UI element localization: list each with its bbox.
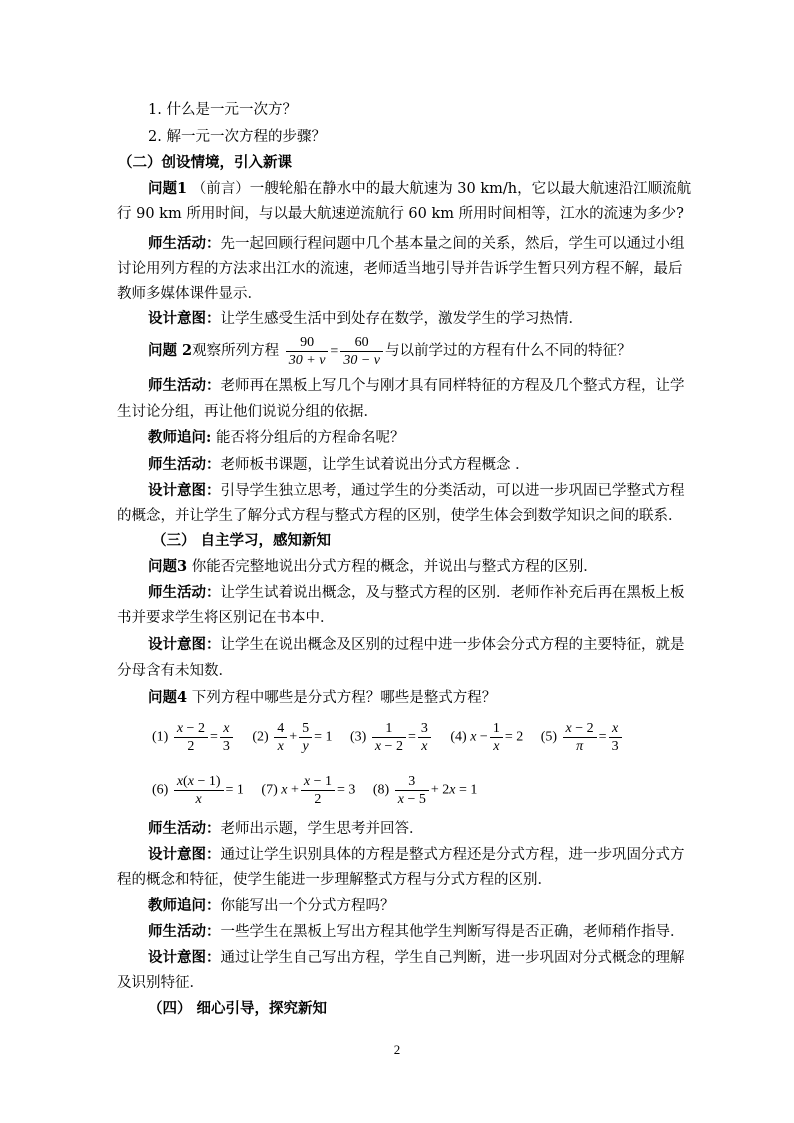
activity-4-line-1: 师生活动：让学生试着说出概念，及与整式方程的区别．老师作补充后再在黑板上板 [148, 584, 685, 601]
design-intent-5-line-2: 及识别特征． [117, 975, 204, 991]
section-2-heading: （二）创设情境，引入新课 [118, 154, 292, 171]
design-intent-5-line-1: 设计意图：通过让学生自己写出方程，学生自己判断，进一步巩固对分式概念的理解 [148, 949, 685, 966]
problem-3: 问题3 你能否完整地说出分式方程的概念，并说出与整式方程的区别． [148, 558, 598, 575]
equation-8: (8) $\frac{3}{x - 5}$ + 2x = 1 [372, 774, 478, 807]
equation-row-2 [152, 773, 491, 808]
problem-2: 问题 2观察所列方程 $\frac{90}{30 + v}$ = $\frac{60}{30 - v}$ 与以前学过的方程有什么不同的特征？ [148, 334, 632, 368]
section-4-heading: （四） 细心引导，探究新知 [148, 1000, 328, 1017]
design-intent-3-line-1: 设计意图：让学生在说出概念及区别的过程中进一步体会分式方程的主要特征，就是 [148, 636, 685, 653]
page-number: 2 [393, 1042, 401, 1057]
design-intent-3-line-2: 分母含有未知数． [117, 663, 233, 679]
activity-2-line-2: 生讨论分组，再让他们说说分组的依据． [117, 404, 378, 420]
problem-4: 问题4 下列方程中哪些是分式方程？哪些是整式方程？ [148, 689, 497, 706]
equation-4: (4) x − $\frac{1}{x}$ = 2 [450, 721, 524, 754]
fraction-lhs: $\frac{90}{30 + v}$ [286, 334, 329, 369]
equation-3: (3) $\frac{1}{x - 2}$ = $\frac{3}{x}$ [350, 720, 433, 755]
review-question-2: 2. 解一元一次方程的步骤？ [148, 129, 326, 145]
activity-2-line-1: 师生活动：老师再在黑板上写几个与刚才具有同样特征的方程及几个整式方程，让学 [148, 377, 685, 394]
activity-1-line-3: 教师多媒体课件显示． [117, 286, 262, 302]
design-intent-4-line-2: 程的概念和特征，使学生能进一步理解整式方程与分式方程的区别． [117, 872, 552, 888]
equation-7: (7) x + $\frac{x - 1}{2}$ = 3 [261, 774, 356, 807]
equation-1: (1) $\frac{x - 2}{2}$ = $\frac{x}{3}$ [152, 720, 235, 755]
review-question-1: 1. 什么是一元一次方？ [148, 102, 297, 118]
teacher-ask-2: 教师追问：你能写出一个分式方程吗？ [148, 897, 395, 914]
section-3-heading: （三） 自主学习，感知新知 [152, 532, 332, 549]
design-intent-1: 设计意图：让学生感受生活中到处存在数学，激发学生的学习热情． [148, 310, 583, 327]
design-intent-4-line-1: 设计意图：通过让学生识别具体的方程是整式方程还是分式方程，进一步巩固分式方 [148, 846, 685, 863]
teacher-ask-1: 教师追问: 能否将分组后的方程命名呢？ [148, 429, 405, 446]
activity-1-line-2: 讨论用列方程的方法求出江水的流速，老师适当地引导并告诉学生暂只列方程不解，最后 [117, 261, 683, 277]
equation-6: (6) $\frac{x(x - 1)}{x}$ = 1 [152, 774, 244, 807]
activity-1-line-1: 师生活动：先一起回顾行程问题中几个基本量之间的关系，然后，学生可以通过小组 [148, 235, 685, 252]
equation-2: (2) $\frac{4}{x}$ + $\frac{5}{y}$ = 1 [252, 721, 333, 754]
problem-1-label: 问题1 [148, 180, 188, 197]
activity-4-line-2: 书并要求学生将区别记在书本中． [117, 610, 335, 626]
equation-5: (5) $\frac{x - 2}{\pi}$ = $\frac{x}{3}$ [541, 720, 624, 755]
fraction-rhs: $\frac{60}{30 - v}$ [340, 334, 383, 369]
activity-6: 师生活动：一些学生在黑板上写出方程其他学生判断写得是否正确，老师稍作指导． [148, 923, 685, 940]
activity-3: 师生活动：老师板书课题，让学生试着说出分式方程概念 ． [148, 456, 530, 473]
activity-5: 师生活动：老师出示题，学生思考并回答． [148, 820, 424, 837]
design-intent-2-line-2: 的概念，并让学生了解分式方程与整式方程的区别，使学生体会到数学知识之间的联系． [117, 508, 683, 524]
design-intent-2-line-1: 设计意图：引导学生独立思考，通过学生的分类活动，可以进一步巩固已学整式方程 [148, 482, 685, 499]
equation-row-1 [152, 720, 638, 755]
problem-1-line-2: 行 90 km 所用时间，与以最大航速逆流航行 60 km 所用时间相等，江水的流速为多少? [117, 206, 684, 222]
problem-1-line-1: 问题1 （前言）一艘轮船在静水中的最大航速为 30 km/h，它以最大航速沿江顺流航 [148, 180, 692, 197]
